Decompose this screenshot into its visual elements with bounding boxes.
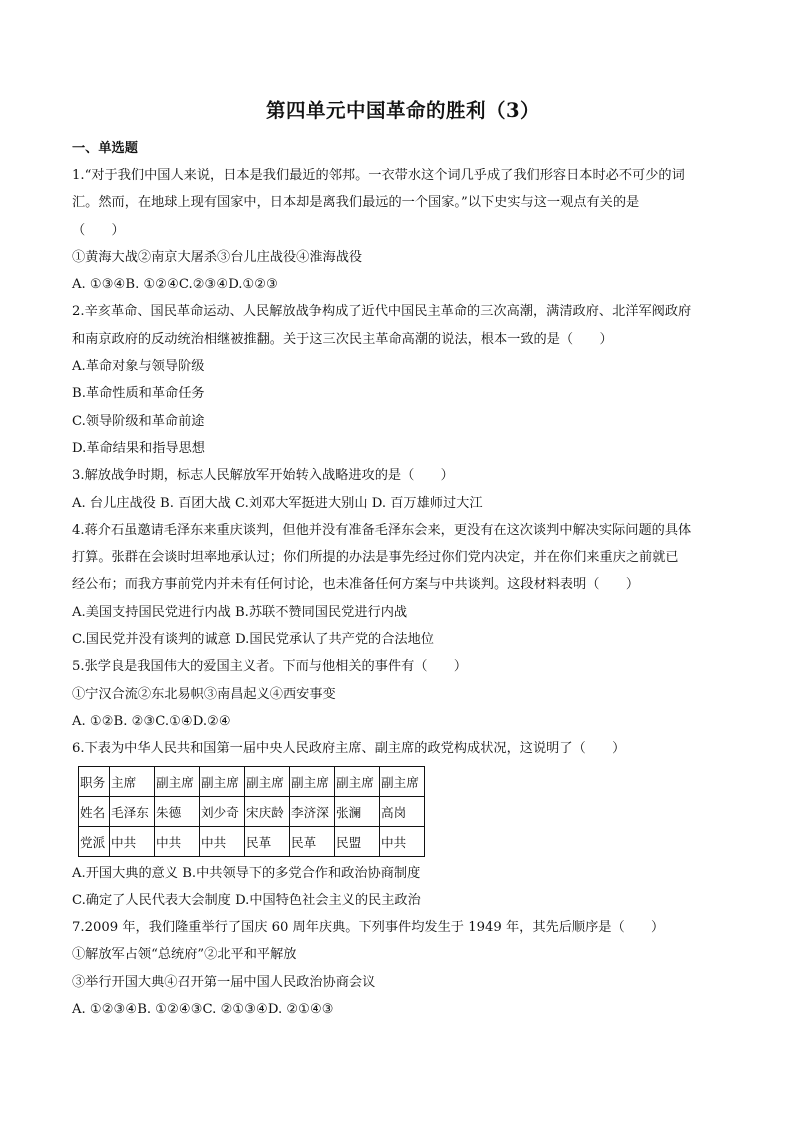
question-items: ①宁汉合流②东北易帜③南昌起义④西安事变: [72, 686, 336, 702]
question-stem-line: 2.辛亥革命、国民革命运动、人民解放战争构成了近代中国民主革命的三次高潮，满清政府、北洋军阀政府: [72, 304, 692, 320]
question-items: ①黄海大战②南京大屠杀③台儿庄战役④淮海战役: [72, 249, 363, 265]
question-1: [72, 162, 734, 298]
question-5: [72, 653, 734, 735]
table-cell: 中共: [110, 826, 155, 856]
section-heading: 一、单选题: [72, 141, 138, 156]
table-cell: 中共: [200, 826, 245, 856]
question-stem-line: 3.解放战争时期，标志人民解放军开始转入战略进攻的是（ ）: [72, 468, 454, 484]
table-row: [79, 826, 425, 856]
question-stem-line: 6.下表为中华人民共和国第一届中央人民政府主席、副主席的政党构成状况，这说明了（ ）: [72, 741, 626, 757]
table-cell: 民盟: [335, 826, 380, 856]
question-4: [72, 517, 734, 653]
question-stem-line: 5.张学良是我国伟大的爱国主义者。下而与他相关的事件有（ ）: [72, 659, 468, 675]
table-cell: 副主席: [335, 766, 380, 796]
table-cell: 主席: [110, 766, 155, 796]
table-cell: 中共: [380, 826, 425, 856]
question-7: [72, 914, 734, 1023]
table-row: [79, 796, 425, 826]
answer-options-ab: A.美国支持国民党进行内战 B.苏联不赞同国民党进行内战: [72, 604, 408, 620]
answer-options: A. ①③④B. ①②④C.②③④D.①②③: [72, 277, 278, 293]
table-cell: 李济深: [290, 796, 335, 826]
answer-options: A. ①②B. ②③C.①④D.②④: [72, 713, 231, 729]
question-stem-line: 打算。张群在会谈时坦率地承认过；你们所提的办法是事先经过你们党内决定，并在你们来重庆之前就已: [72, 550, 679, 566]
question-3: [72, 462, 734, 517]
answer-option-a: A.革命对象与领导阶级: [72, 359, 205, 375]
answer-options-cd: C.国民党并没有谈判的诚意 D.国民党承认了共产党的合法地位: [72, 632, 434, 648]
question-stem-line: 1.“对于我们中国人来说，日本是我们最近的邻邦。一衣带水这个词几乎成了我们形容日本时必不可少的词: [72, 168, 685, 183]
question-items: ①解放军占领“总统府”②北平和平解放: [72, 947, 297, 963]
question-6: [72, 735, 734, 914]
table-row: [79, 766, 425, 796]
question-stem-line: 4.蒋介石虽邀请毛泽东来重庆谈判，但他并没有准备毛泽东会来，更没有在这次谈判中解决实际问题的具体: [72, 522, 692, 538]
table-cell: 职务: [79, 766, 110, 796]
answer-option-c: C.领导阶级和革命前途: [72, 413, 205, 429]
question-items: ③举行开国大典④召开第一届中国人民政治协商会议: [72, 974, 376, 990]
question-stem-line: 7.2009 年，我们隆重举行了国庆 60 周年庆典。下列事件均发生于 1949 年，其先后顺序是（ ）: [72, 920, 665, 936]
table-cell: 副主席: [380, 766, 425, 796]
table-cell: 朱德: [155, 796, 200, 826]
table-cell: 民革: [245, 826, 290, 856]
question-stem-line: 汇。然而，在地球上现有国家中，日本却是离我们最远的一个国家。”以下史实与这一观点有关的是: [72, 195, 640, 211]
question-stem-line: （ ）: [72, 222, 125, 238]
table-cell: 刘少奇: [200, 796, 245, 826]
answer-options: A. ①②③④B. ①②④③C. ②①③④D. ②①④③: [72, 1002, 334, 1018]
answer-options-cd: C.确定了人民代表大会制度 D.中国特色社会主义的民主政治: [72, 892, 421, 908]
table-cell: 党派: [79, 826, 110, 856]
question-2: [72, 298, 734, 462]
answer-options: A. 台儿庄战役 B. 百团大战 C.刘邓大军挺进大别山 D. 百万雄师过大江: [72, 495, 483, 511]
answer-option-b: B.革命性质和革命任务: [72, 386, 205, 402]
table-cell: 副主席: [155, 766, 200, 796]
table-cell: 副主席: [200, 766, 245, 796]
table-cell: 姓名: [79, 796, 110, 826]
document-title: 第四单元中国革命的胜利（3）: [265, 99, 541, 122]
government-composition-table: [78, 766, 425, 857]
table-cell: 中共: [155, 826, 200, 856]
table-cell: 张澜: [335, 796, 380, 826]
table-cell: 副主席: [245, 766, 290, 796]
table-cell: 民革: [290, 826, 335, 856]
table-cell: 高岗: [380, 796, 425, 826]
answer-options-ab: A.开国大典的意义 B.中共领导下的多党合作和政治协商制度: [72, 865, 421, 881]
question-stem-line: 和南京政府的反动统治相继被推翻。关于这三次民主革命高潮的说法，根本一致的是（ ）: [72, 331, 613, 347]
table-cell: 毛泽东: [110, 796, 155, 826]
table-cell: 副主席: [290, 766, 335, 796]
answer-option-d: D.革命结果和指导思想: [72, 440, 205, 456]
table-cell: 宋庆龄: [245, 796, 290, 826]
question-stem-line: 经公布；而我方事前党内并未有任何讨论，也未准备任何方案与中共谈判。这段材料表明（ ）: [72, 577, 640, 593]
